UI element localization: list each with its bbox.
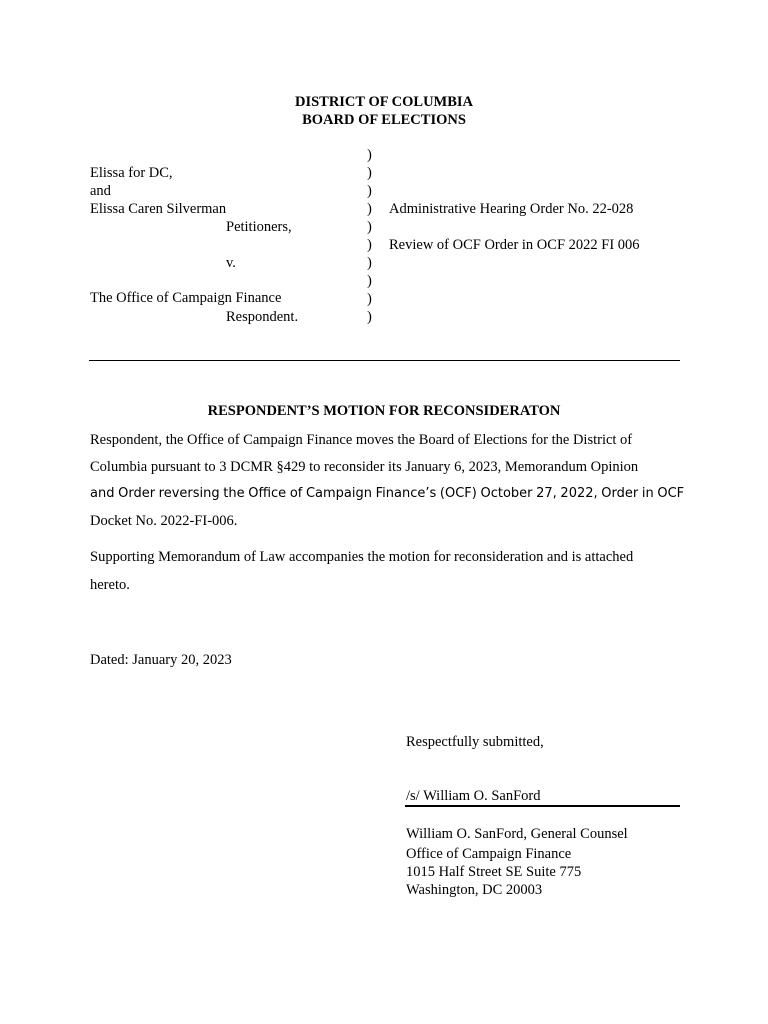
signer-name-title: William O. SanFord, General Counsel <box>406 826 628 842</box>
signer-address: 1015 Half Street SE Suite 775 <box>406 864 582 880</box>
caption-paren: ) <box>367 237 372 253</box>
caption-and: and <box>90 183 111 199</box>
paragraph-2-line: hereto. <box>90 577 130 593</box>
paragraph-1-line: Docket No. 2022-FI-006. <box>90 513 238 529</box>
petitioners-label: Petitioners, <box>226 219 292 235</box>
caption-paren: ) <box>367 219 372 235</box>
paragraph-1-line: Columbia pursuant to 3 DCMR §429 to reconsider its January 6, 2023, Memorandum Opinion <box>90 459 639 475</box>
motion-title: RESPONDENT’S MOTION FOR RECONSIDERATON <box>207 403 561 419</box>
respondent-name: The Office of Campaign Finance <box>90 290 282 306</box>
paragraph-1-line: Respondent, the Office of Campaign Finance moves the Board of Elections for the District of <box>90 432 633 448</box>
petitioner-2: Elissa Caren Silverman <box>90 201 227 217</box>
court-name: DISTRICT OF COLUMBIA <box>294 94 474 110</box>
signer-office: Office of Campaign Finance <box>406 846 572 862</box>
respondent-label: Respondent. <box>226 309 299 325</box>
caption-paren: ) <box>367 165 372 181</box>
caption-paren: ) <box>367 255 372 271</box>
petitioner-1: Elissa for DC, <box>90 165 173 181</box>
caption-paren: ) <box>367 309 372 325</box>
date-line: Dated: January 20, 2023 <box>90 652 232 668</box>
order-number: Administrative Hearing Order No. 22-028 <box>389 201 634 217</box>
closing-line: Respectfully submitted, <box>406 734 544 750</box>
review-line: Review of OCF Order in OCF 2022 FI 006 <box>389 237 640 253</box>
caption-paren: ) <box>367 201 372 217</box>
board-name: BOARD OF ELECTIONS <box>302 112 466 128</box>
caption-paren: ) <box>367 183 372 199</box>
caption-paren: ) <box>367 147 372 163</box>
signer-city: Washington, DC 20003 <box>406 882 543 898</box>
caption-divider <box>89 360 680 361</box>
caption-paren: ) <box>367 291 372 307</box>
caption-paren: ) <box>367 273 372 289</box>
paragraph-1-line: and Order reversing the Office of Campaign Finance’s (OCF) October 27, 2022, Order in OCF <box>90 486 685 501</box>
paragraph-2-line: Supporting Memorandum of Law accompanies the motion for reconsideration and is attached <box>90 549 634 565</box>
signature-line <box>405 805 680 807</box>
versus: v. <box>226 255 236 271</box>
electronic-signature: /s/ William O. SanFord <box>406 788 541 804</box>
